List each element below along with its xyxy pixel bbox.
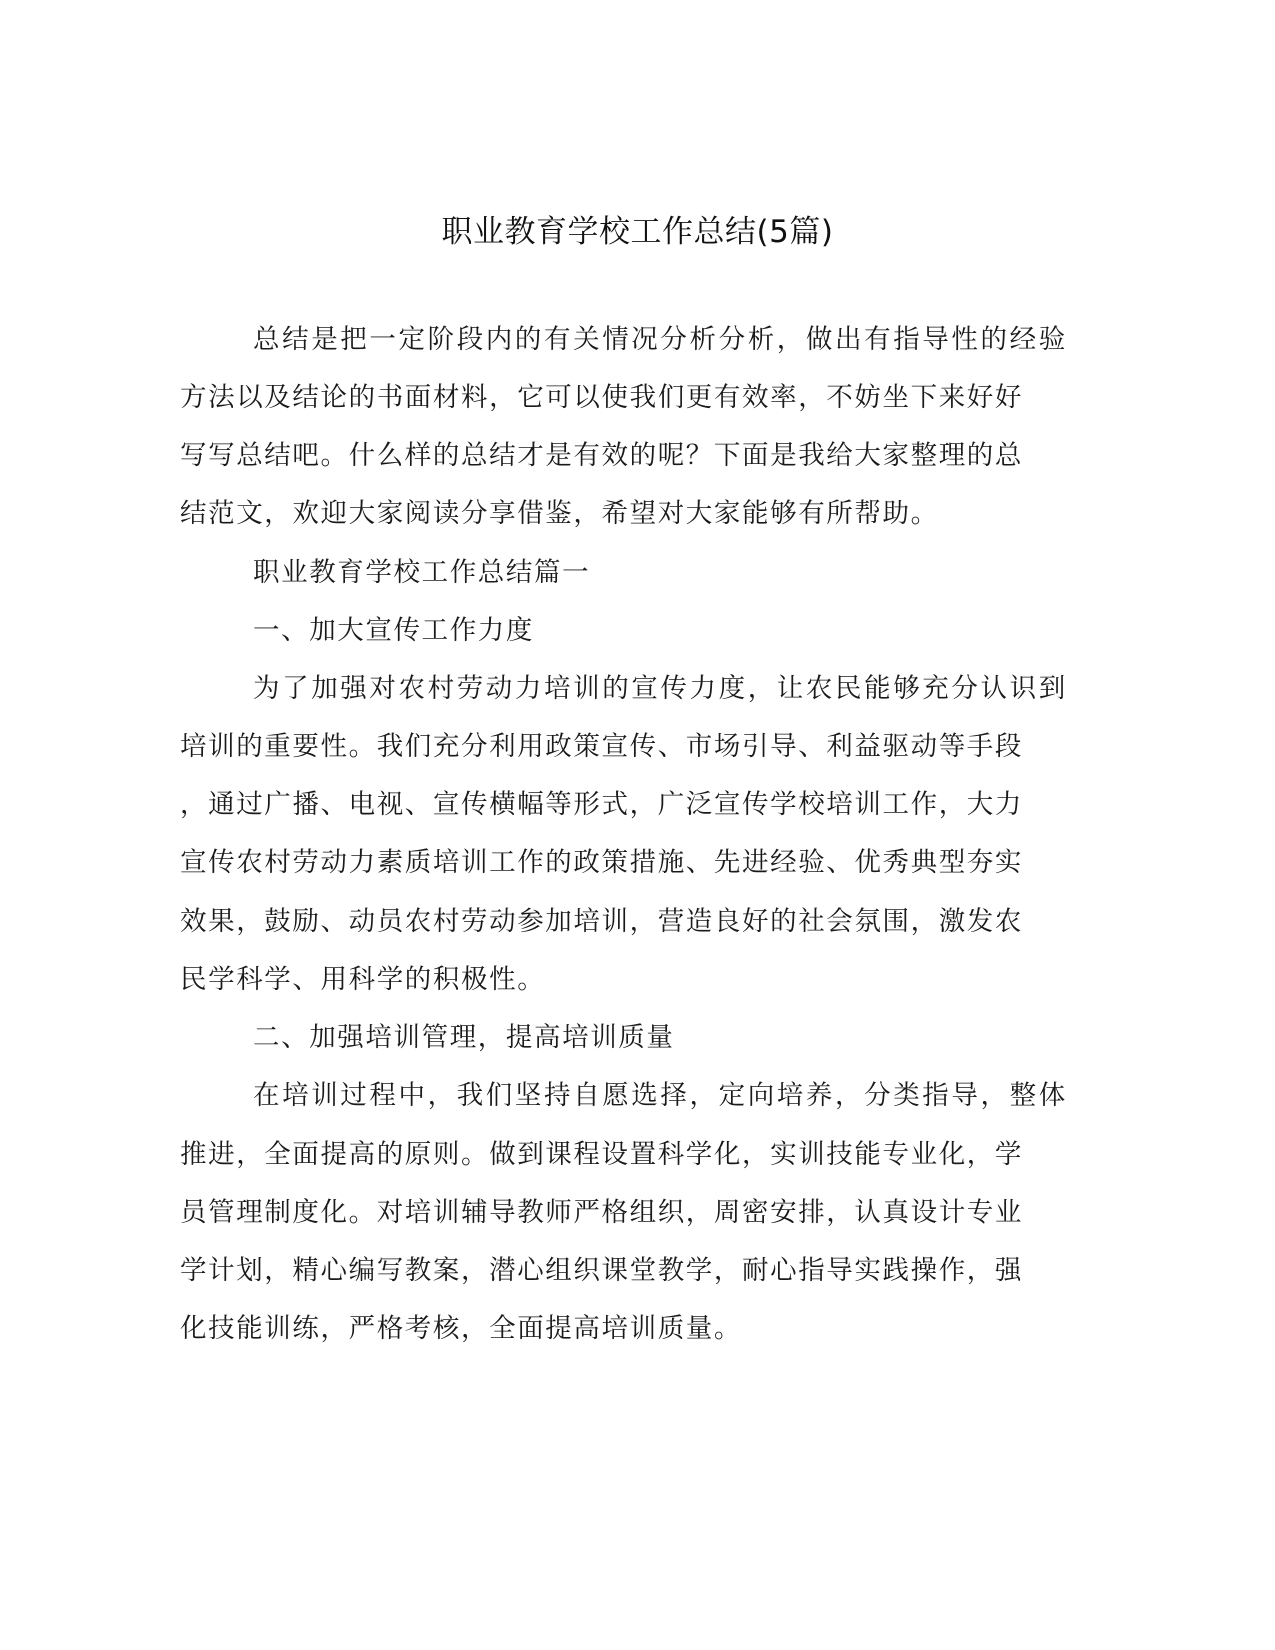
paragraph-line: 推进，全面提高的原则。做到课程设置科学化，实训技能专业化，学: [180, 1139, 1023, 1170]
paragraph-line: 员管理制度化。对培训辅导教师严格组织，周密安排，认真设计专业: [180, 1197, 1023, 1228]
section-heading: 职业教育学校工作总结篇一: [253, 557, 591, 588]
paragraph-line: 总结是把一定阶段内的有关情况分析分析，做出有指导性的经验: [253, 324, 1068, 355]
paragraph-line: 培训的重要性。我们充分利用政策宣传、市场引导、利益驱动等手段: [180, 731, 1023, 762]
paragraph-line: 结范文，欢迎大家阅读分享借鉴，希望对大家能够有所帮助。: [180, 498, 939, 529]
paragraph-line: 在培训过程中，我们坚持自愿选择，定向培养，分类指导，整体: [253, 1080, 1068, 1111]
paragraph-line: 民学科学、用科学的积极性。: [180, 964, 546, 995]
section-heading: 一、加大宣传工作力度: [253, 615, 534, 646]
paragraph-line: 为了加强对农村劳动力培训的宣传力度，让农民能够充分认识到: [253, 673, 1068, 704]
paragraph-line: ，通过广播、电视、宣传横幅等形式，广泛宣传学校培训工作，大力: [180, 789, 1023, 820]
paragraph-line: 学计划，精心编写教案，潜心组织课堂教学，耐心指导实践操作，强: [180, 1255, 1023, 1286]
paragraph-line: 写写总结吧。什么样的总结才是有效的呢？下面是我给大家整理的总: [180, 440, 1023, 471]
paragraph-line: 方法以及结论的书面材料，它可以使我们更有效率，不妨坐下来好好: [180, 382, 1023, 413]
paragraph-line: 化技能训练，严格考核，全面提高培训质量。: [180, 1313, 742, 1344]
document-title: 职业教育学校工作总结(5篇): [441, 214, 834, 250]
section-heading: 二、加强培训管理，提高培训质量: [253, 1022, 675, 1053]
paragraph-line: 宣传农村劳动力素质培训工作的政策措施、先进经验、优秀典型夯实: [180, 847, 1023, 878]
paragraph-line: 效果，鼓励、动员农村劳动参加培训，营造良好的社会氛围，激发农: [180, 906, 1023, 937]
